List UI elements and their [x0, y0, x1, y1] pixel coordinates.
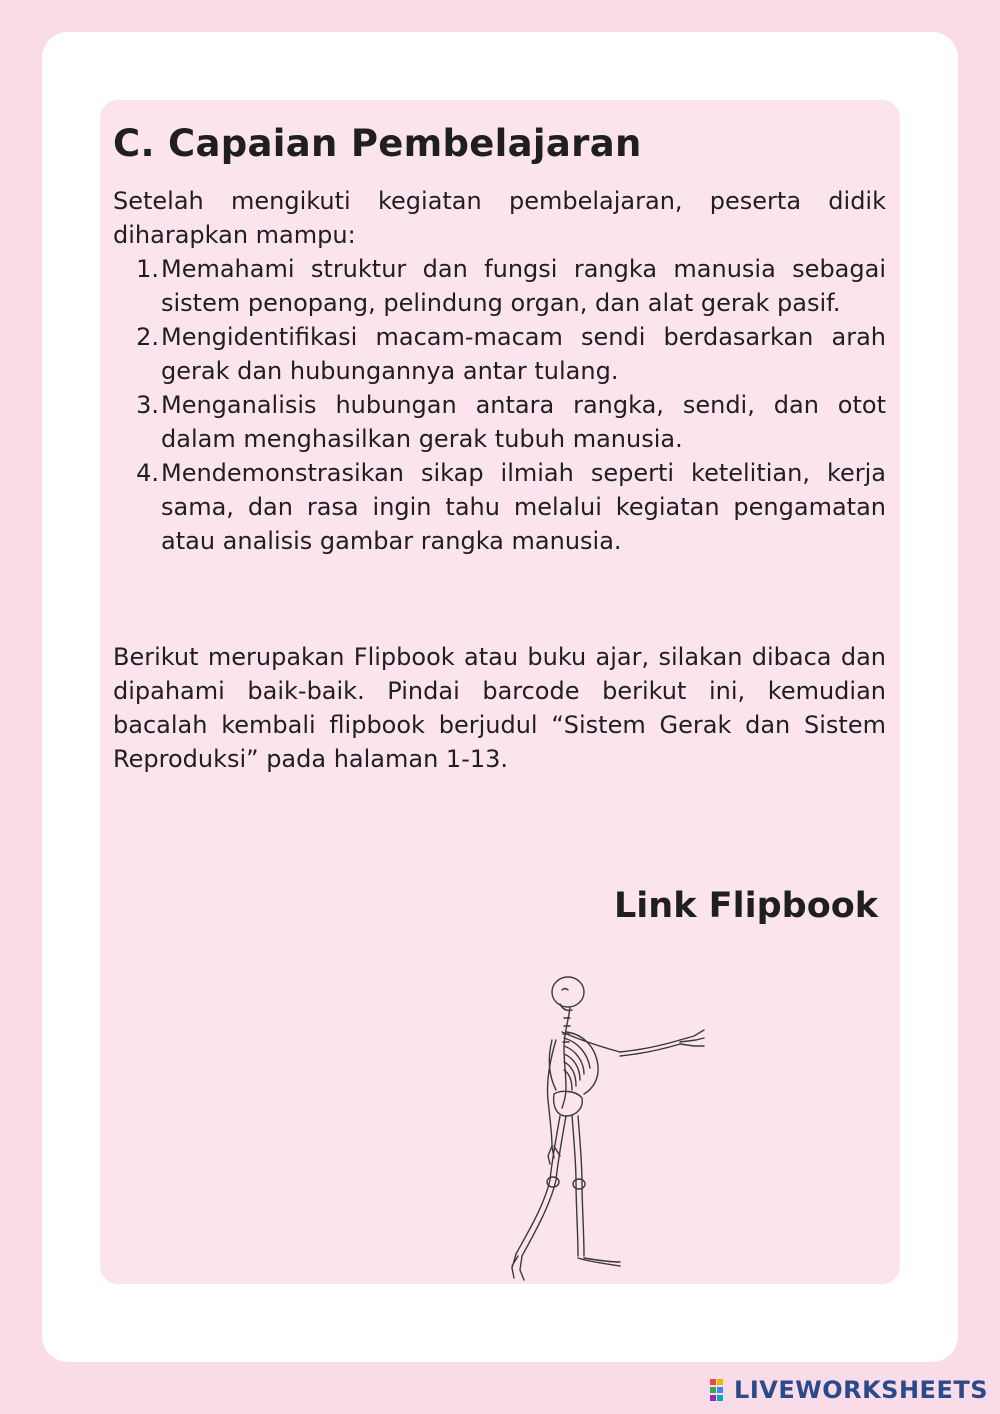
list-item: [113, 320, 886, 388]
intro-text: Setelah mengikuti kegiatan pembelajaran, peserta didik diharapkan mampu:: [113, 187, 886, 249]
list-item: [113, 388, 886, 456]
content-panel: [100, 100, 900, 1284]
list-number: 1.: [136, 255, 159, 283]
objectives-list: [113, 252, 886, 558]
section-heading: C. Capaian Pembelajaran: [113, 122, 642, 165]
list-text: Menganalisis hubungan antara rangka, sendi, dan otot dalam menghasilkan gerak tubuh manusia.: [161, 391, 886, 453]
liveworksheets-logo: [710, 1376, 988, 1404]
flipbook-paragraph: Berikut merupakan Flipbook atau buku ajar, silakan dibaca dan dipahami baik-baik. Pindai barcode berikut ini, kemudian bacalah kembali flipbook berjudul “Sistem Gerak dan Sistem Reproduksi” pada halaman 1-13.: [113, 643, 886, 773]
brand-name: LIVEWORKSHEETS: [734, 1376, 988, 1404]
list-number: 3.: [136, 391, 159, 419]
list-text: Mendemonstrasikan sikap ilmiah seperti ketelitian, kerja sama, dan rasa ingin tahu melalui kegiatan pengamatan atau analisis gambar rangka manusia.: [161, 459, 886, 555]
list-item: [113, 456, 886, 558]
list-text: Mengidentifikasi macam-macam sendi berdasarkan arah gerak dan hubungannya antar tulang.: [161, 323, 886, 385]
flipbook-link[interactable]: Link Flipbook: [614, 886, 879, 926]
liveworksheets-logo-icon: [710, 1379, 730, 1401]
skeleton-icon: [480, 970, 720, 1284]
list-item: [113, 252, 886, 320]
list-number: 4.: [136, 459, 159, 487]
list-text: Memahami struktur dan fungsi rangka manusia sebagai sistem penopang, pelindung organ, dan alat gerak pasif.: [161, 255, 886, 317]
list-number: 2.: [136, 323, 159, 351]
